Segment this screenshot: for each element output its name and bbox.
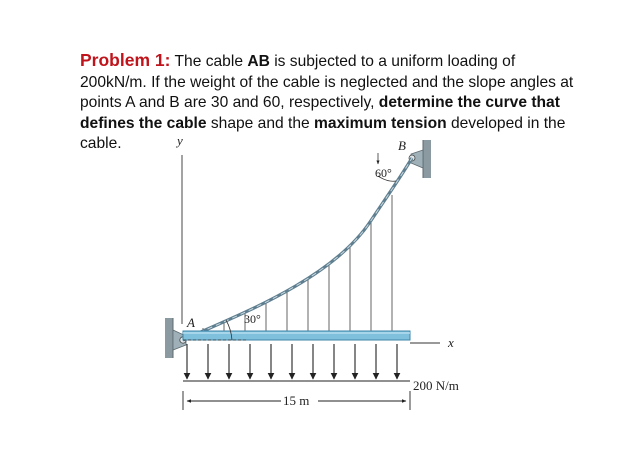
- load-beam: [183, 331, 410, 340]
- span-label: 15 m: [283, 393, 310, 408]
- problem-text-1: The cable: [170, 53, 248, 70]
- load-label: 200 N/m: [413, 378, 459, 393]
- load-arrows: [187, 344, 397, 379]
- problem-heading: Problem 1:: [80, 50, 171, 70]
- label-b: B: [398, 138, 406, 153]
- cable-curve: [183, 158, 412, 340]
- angle-a-label: 30°: [244, 312, 261, 326]
- problem-bold-cable: AB: [247, 53, 270, 70]
- y-axis-label: y: [177, 133, 183, 148]
- label-a: A: [187, 315, 195, 330]
- problem-text-4: developed in the cable.: [80, 114, 566, 152]
- problem-bold-tension: maximum tension: [314, 114, 447, 132]
- x-axis-label: x: [448, 335, 454, 350]
- hangers: [203, 195, 392, 334]
- problem-text-3: shape and the: [206, 114, 315, 132]
- problem-text-2: is subjected to a uniform loading of 200kN/m. If the weight of the cable is neglected and the slope angles at points A and B are 30 and 60, respectively,: [80, 53, 574, 111]
- angle-b-label: 60°: [375, 166, 392, 180]
- problem-bold-curve: determine the curve that defines the cable: [80, 94, 560, 132]
